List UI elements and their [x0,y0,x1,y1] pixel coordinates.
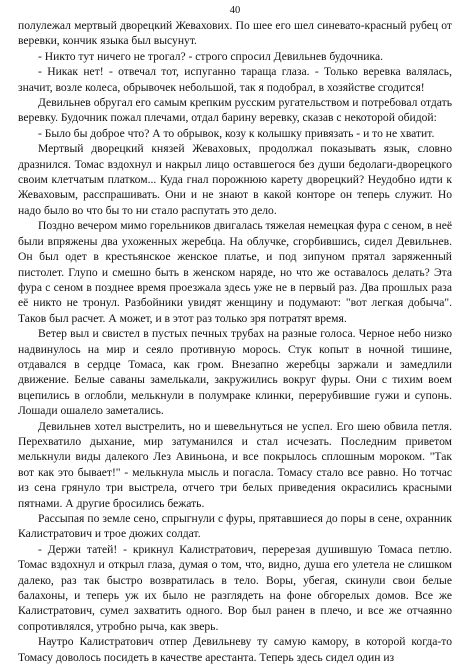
paragraph: Девильнев хотел выстрелить, но и шевельнуться не успел. Его шею обвила петля. Перехватило дыхание, мир затуманился и стал исчезать. Последним приветом мелькнули виды далекого Лез Авиньона, и все покрылось сплошным мороком. "Так вот как это бывает!" - мелькнула мысль и погасла. Томасу стало все равно. Но тотчас из сена грянуло три выстрела, отчего три белых приведения окрасились красными пятнами. А другие бросились бежать. [18,419,452,510]
paragraph: Рассыпая по земле сено, спрыгнули с фуры, прятавшиеся до поры в сене, охранник Калистратович и трое дюжих солдат. [18,512,452,541]
paragraph: - Никто тут ничего не трогал? - строго спросил Девильнев будочника. [38,49,383,63]
paragraph: - Было бы доброе что? А то обрывок, козу к колышку привязать - и то не хватит. [38,126,435,140]
paragraph: Ветер выл и свистел в пустых печных трубах на разные голоса. Черное небо низко надвинулось на мир и сеяло противную морось. Стук копыт в ночной тишине, отдавался в сердце Томаса, как гром. Внезапно жеребцы заржали и замедлили движение. Белые саваны замелькали, закружились вокруг фуры. Они с тихим воем вцепились в оглобли, мелькнули в полумраке клинки, перерубившие гужи и супонь. Лошади ошалело заметались. [18,327,452,418]
body-text [18,18,452,665]
paragraph: Поздно вечером мимо горельников двигалась тяжелая немецкая фура с сеном, в неё были впряжены два ухоженных жеребца. На облучке, сгорбившись, сидел Девильнев. Он был одет в крестьянское женское платье, и под зипуном прятал заряженный пистолет. Глупо и смешно быть в женском наряде, но что же оставалось делать? Эта фура с сеном в позднее время проезжала здесь уже не в первый раз. Два прошлых раза её никто не тронул. Разбойники увидят женщину и подумают: "вот легкая добыча". Таков был расчет. А может, и в этот раз только зря потратят время. [18,219,452,325]
paragraph: полулежал мертвый дворецкий Жевахових. По шее его шел синевато-красный рубец от веревки, кончик языка был высунут. [18,19,452,48]
paragraph: Девильнев обругал его самым крепким русским ругательством и потребовал отдать веревку. Будочник пожал плечами, отдал барину веревку, сказав с некоторой обидой: [18,96,452,125]
paragraph: Мертвый дворецкий князей Жеваховых, продолжал показывать язык, словно дразнился. Томас вздохнул и накрыл лицо оставшегося без души бедолаги-дворецкого своим клетчатым платком... Куда гнал порожнюю карету дворецкий? Неудобно идти к Жеваховым, расспрашивать. Они и не знают в какой конторе он теперь служит. Но надо было во что бы то ни стало распутать это дело. [18,142,452,217]
paragraph: - Никак нет! - отвечал тот, испуганно тараща глаза. - Только веревка валялась, значит, возле колеса, обрывочек небольшой, так я подобрал, в хозяйстве сгодится! [18,65,452,94]
paragraph: Наутро Калистратович отпер Девильневу ту самую камору, в которой когда-то Томасу доволось посидеть в качестве арестанта. Теперь здесь сидел один из [18,635,452,664]
paragraph: - Держи татей! - крикнул Калистратович, перерезая душившую Томаса петлю. Томас вздохнул и открыл глаза, думая о том, что, видно, душа его улетела не слишком далеко, раз так быстро возвратилась в тело. Воры, убегая, скинули свои белые балахоны, и теперь уж их было не разглядеть на фоне обгорелых домов. Все же Калистратович, сумел захватить одного. Вор был ранен в плечо, и все же отчаянно сопротивлялся, утробно рыча, как зверь. [18,542,452,633]
page-number: 40 [229,5,241,16]
